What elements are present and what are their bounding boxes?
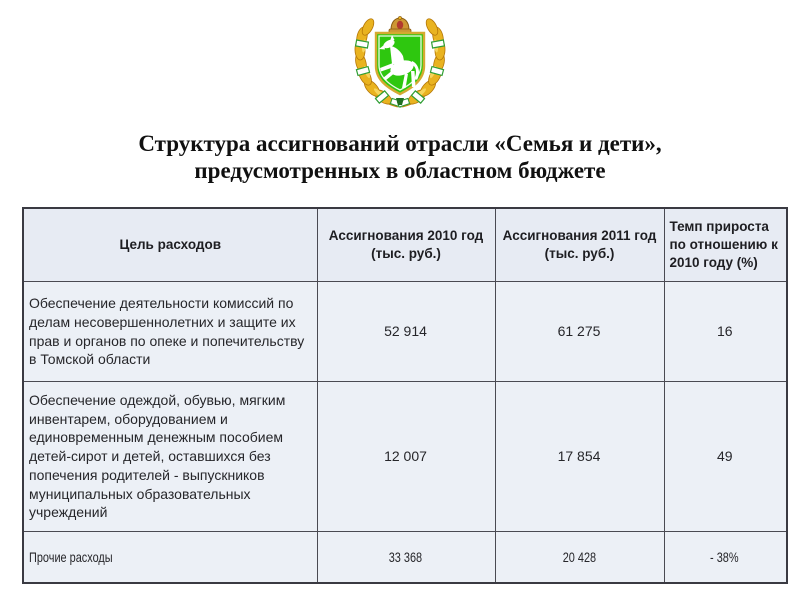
cell-purpose-text: Прочие расходы <box>29 548 113 565</box>
page-title <box>0 130 800 184</box>
table-header-row <box>23 208 787 282</box>
coat-of-arms-graphic <box>342 16 458 112</box>
cell-2010-value: 52 914 <box>317 282 495 382</box>
cell-2011-value <box>495 532 664 584</box>
cell-2011-text: 20 428 <box>562 548 596 565</box>
col-header-purpose: Цель расходов <box>23 208 317 282</box>
cell-growth-value: 16 <box>664 282 787 382</box>
crown-icon <box>389 16 411 33</box>
cell-2010-text: 33 368 <box>388 548 423 565</box>
cell-growth-value: 49 <box>664 382 787 532</box>
page-title-line2: предусмотренных в областном бюджете <box>194 158 606 183</box>
cell-2010-value: 12 007 <box>317 382 495 532</box>
cell-2010-value <box>317 532 495 584</box>
cell-2011-value: 17 854 <box>495 382 664 532</box>
budget-table <box>22 207 788 584</box>
cell-purpose: Обеспечение деятельности комиссий по делам несовершеннолетних и защите их прав и органов по опеке и попечительству в Томской области <box>23 282 317 382</box>
cell-purpose <box>23 532 317 584</box>
table-row <box>23 282 787 382</box>
col-header-growth: Темп прироста по отношению к 2010 году (%) <box>664 208 787 282</box>
table-row <box>23 382 787 532</box>
table-row <box>23 532 787 584</box>
cell-growth-text: - 38% <box>710 548 740 565</box>
cell-2011-value: 61 275 <box>495 282 664 382</box>
page-title-line1: Структура ассигнований отрасли «Семья и дети», <box>138 131 662 156</box>
col-header-2010: Ассигнования 2010 год (тыс. руб.) <box>317 208 495 282</box>
cell-growth-value <box>664 532 787 584</box>
col-header-2011: Ассигнования 2011 год (тыс. руб.) <box>495 208 664 282</box>
tomsk-coat-of-arms-icon <box>342 16 458 112</box>
cell-purpose: Обеспечение одеждой, обувью, мягким инвентарем, оборудованием и единовременным денежным пособием детей-сирот и детей, оставшихся без попечения родителей - выпускников муниципальных образовательных учреждений <box>23 382 317 532</box>
